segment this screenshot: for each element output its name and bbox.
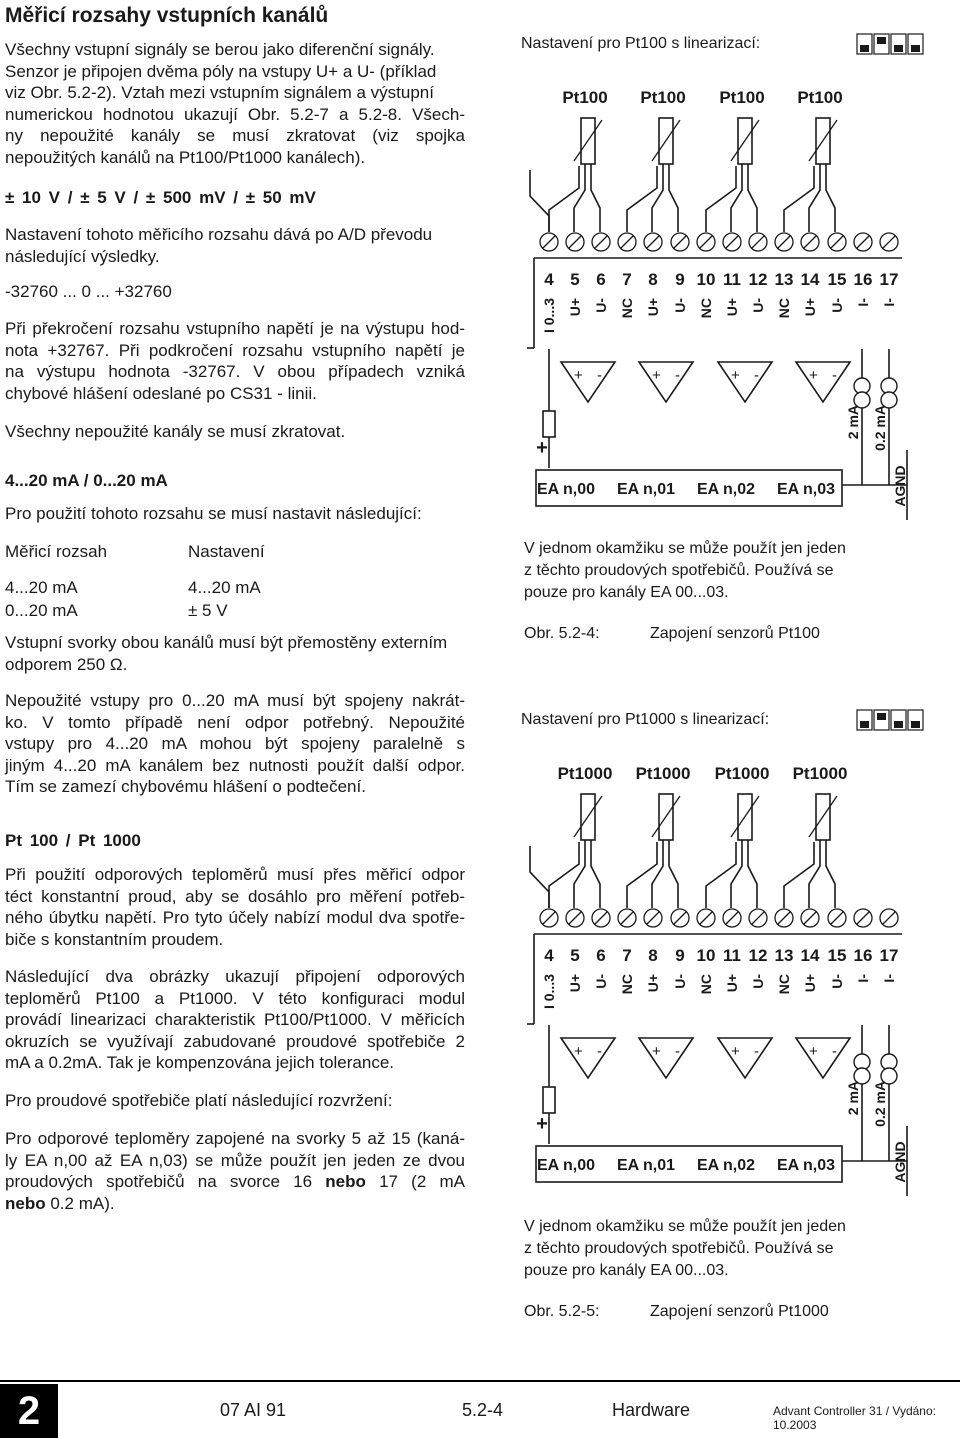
terminal-number: 6	[596, 946, 606, 965]
settings-table	[5, 540, 465, 622]
amplifier-minus: -	[597, 1043, 602, 1060]
pin-label: I-	[881, 974, 897, 983]
pin-label: U-	[672, 974, 688, 989]
current-paragraph-1: Pro použití tohoto rozsahu se musí nastavit následující:	[5, 504, 422, 523]
terminal-number: 8	[648, 946, 658, 965]
text-line: ného úbytku napětí. Pro tyto účely nabízí modul dva spotře-	[5, 908, 465, 927]
sensor-wire	[530, 170, 549, 232]
amplifier-plus: +	[574, 367, 583, 384]
wiring-diagram	[512, 696, 960, 1196]
pin-label: I-	[855, 974, 871, 983]
agnd-label: AGND	[892, 1141, 908, 1183]
text-line: biče s konstantním proudem.	[5, 929, 224, 949]
terminal-number: 17	[879, 946, 899, 965]
terminal-number: 7	[622, 946, 632, 965]
pin-label: U+	[567, 974, 583, 993]
sensor-label: Pt100	[640, 88, 686, 107]
text-line	[5, 1171, 465, 1193]
text-line: odporem 250 Ω.	[5, 654, 128, 674]
terminal-number: 16	[853, 946, 873, 965]
pin-label: U-	[593, 298, 609, 313]
current-paragraph-2	[5, 632, 465, 675]
dip-switch-knob	[894, 721, 903, 728]
amplifier-plus: +	[652, 1043, 661, 1060]
caption-line: V jednom okamžiku se může použít jen jeden	[524, 1218, 846, 1235]
dip-switch-knob	[911, 721, 920, 728]
terminal-number: 17	[879, 270, 899, 289]
text-line: téct konstantní proud, aby se dosáhlo pro měření potřeb-	[5, 886, 465, 906]
text-line: ly EA n,00 až EA n,03) se může použít jen jeden ze dvou	[5, 1150, 465, 1170]
sensor-label: Pt1000	[635, 764, 691, 783]
terminal-number: 15	[827, 270, 847, 289]
amplifier-triangle	[639, 362, 693, 402]
amplifier-minus: -	[675, 1043, 680, 1060]
pin-label: NC	[698, 298, 714, 319]
setting-label: Nastavení pro Pt1000 s linearizací:	[521, 711, 770, 728]
text-line: chybové hlášení odeslané po CS31 - linii.	[5, 383, 317, 403]
terminal-number: 9	[675, 270, 685, 289]
amplifier-plus: +	[652, 367, 661, 384]
channel-label: EA n,00	[536, 1157, 596, 1174]
text-line: mA a 0.2mA. Tak je kompenzována jejich tolerance.	[5, 1053, 395, 1072]
table-cell: 4...20 mA	[188, 578, 261, 597]
text-run: 0.2 mA).	[45, 1193, 115, 1213]
amplifier-triangle	[718, 1038, 772, 1078]
text-line: Nastavení tohoto měřicího rozsahu dává po A/D převodu	[5, 225, 433, 244]
voltage-paragraph-2	[5, 318, 465, 404]
chapter-badge	[0, 1384, 58, 1438]
current-source-02ma-label: 0.2 mA	[872, 405, 888, 451]
sensor-wire	[530, 846, 549, 908]
figure-title-5-2-4: Zapojení senzorů Pt100	[650, 625, 820, 642]
text-line: okruzích se využívají zabudované proudové spotřebiče 2	[5, 1031, 465, 1051]
channel-label: EA n,02	[696, 481, 756, 498]
text-line: na výstupu hodnota -32767. V obou případech vzniká	[5, 362, 465, 381]
terminal-number: 12	[748, 946, 768, 965]
amplifier-plus: +	[731, 1043, 740, 1060]
table-cell: 0...20 mA	[5, 601, 78, 620]
dip-switch-knob	[894, 45, 903, 52]
pin-label: NC	[619, 298, 635, 319]
terminal-number: 4	[544, 270, 554, 289]
plus-terminal-mark: +	[536, 1113, 548, 1135]
terminal-number: 15	[827, 946, 847, 965]
text-line: nota +32767. Při podkročení rozsahu vstupního napětí je	[5, 340, 465, 360]
channel-label: EA n,03	[776, 1157, 836, 1174]
pin-label: I 0...3	[541, 298, 557, 334]
pin-label: U-	[593, 974, 609, 989]
amplifier-triangle	[718, 362, 772, 402]
amplifier-triangle	[561, 362, 615, 402]
pin-label: NC	[619, 974, 635, 995]
terminal-number: 14	[800, 270, 820, 289]
sensor-wire	[748, 164, 757, 232]
sensor-label: Pt1000	[714, 764, 770, 783]
amplifier-plus: +	[574, 1043, 583, 1060]
text-line: Nepoužité vstupy pro 0...20 mA musí být spojeny nakrát-	[5, 691, 465, 710]
footer-module: 07 AI 91	[220, 1400, 287, 1420]
text-run: proudových spotřebičů na svorce 16	[5, 1172, 326, 1191]
amplifier-minus: -	[597, 367, 602, 384]
amplifier-plus: +	[809, 1043, 818, 1060]
amplifier-triangle	[796, 1038, 850, 1078]
terminal-number: 13	[774, 946, 794, 965]
pin-label: U+	[645, 298, 661, 317]
table-cell: 4...20 mA	[5, 578, 78, 597]
pin-label: U-	[750, 974, 766, 989]
current-paragraph-3	[5, 690, 465, 798]
caption-line: pouze pro kanály EA 00...03.	[524, 1262, 729, 1279]
pin-label: U+	[645, 974, 661, 993]
terminal-number: 7	[622, 270, 632, 289]
pin-label: U-	[829, 298, 845, 313]
text-line: Při použití odporových teploměrů musí přes měřicí odpor	[5, 865, 465, 884]
pin-label: U+	[724, 298, 740, 317]
caption-pt1000	[524, 1216, 954, 1282]
amplifier-triangle	[639, 1038, 693, 1078]
amplifier-minus: -	[832, 367, 837, 384]
sensor-label: Pt100	[719, 88, 765, 107]
diagram-pt100	[512, 20, 960, 520]
dip-switch-knob	[860, 45, 869, 52]
bold-run: nebo	[5, 1193, 46, 1213]
page-title: Měřicí rozsahy vstupních kanálů	[5, 4, 329, 27]
pin-label: NC	[776, 974, 792, 995]
caption-line: V jednom okamžiku se může použít jen jeden	[524, 540, 846, 557]
text-line	[5, 1193, 465, 1215]
text-line: viz Obr. 5.2-2). Vztah mezi vstupním signálem a výstupní	[5, 83, 434, 102]
pt-heading: Pt 100 / Pt 1000	[5, 831, 141, 850]
terminal-number: 10	[696, 946, 716, 965]
chapter-number: 2	[17, 1389, 41, 1433]
caption-line: z těchto proudových spotřebičů. Používá se	[524, 562, 834, 579]
voltage-heading: ± 10 V / ± 5 V / ± 500 mV / ± 50 mV	[5, 188, 316, 207]
pt-paragraph-2	[5, 966, 465, 1074]
figure-title-5-2-5: Zapojení senzorů Pt1000	[650, 1303, 829, 1320]
dip-switch-knob	[911, 45, 920, 52]
sensor-wire	[591, 840, 600, 908]
text-line: jiným 4...20 mA kanálem bez nutnosti použít další odpor.	[5, 755, 465, 775]
text-line: nepoužitých kanálů na Pt100/Pt1000 kanálech).	[5, 147, 366, 167]
bold-run: nebo	[325, 1172, 366, 1191]
text-line: Pro odporové teploměry zapojené na svorky 5 až 15 (kaná-	[5, 1129, 465, 1148]
pin-label: U-	[829, 974, 845, 989]
text-line: Při překročení rozsahu vstupního napětí je na výstupu hod-	[5, 319, 465, 338]
pin-label: NC	[698, 974, 714, 995]
text-line: Všechny vstupní signály se berou jako diferenční signály.	[5, 40, 435, 59]
table-col-range: Měřicí rozsah	[5, 542, 108, 561]
terminal-number: 10	[696, 270, 716, 289]
agnd-label: AGND	[892, 465, 908, 507]
current-source-02ma-label: 0.2 mA	[872, 1081, 888, 1127]
text-line: Senzor je připojen dvěma póly na vstupy U+ a U- (příklad	[5, 61, 437, 81]
footer-topic: Hardware	[612, 1400, 691, 1420]
sensor-label: Pt1000	[792, 764, 848, 783]
text-line: vstupy pro 4...20 mA mohou být spojeny paralelně s	[5, 734, 465, 753]
channel-label: EA n,01	[616, 481, 676, 498]
current-heading: 4...20 mA / 0...20 mA	[5, 471, 168, 490]
sensor-wire	[826, 840, 835, 908]
sensor-wire	[669, 840, 678, 908]
terminal-number: 14	[800, 946, 820, 965]
voltage-range: -32760 ... 0 ... +32760	[5, 282, 172, 301]
terminal-number: 12	[748, 270, 768, 289]
sensor-wire	[826, 164, 835, 232]
caption-line: pouze pro kanály EA 00...03.	[524, 584, 729, 601]
text-line: Vstupní svorky obou kanálů musí být přemostěny externím	[5, 633, 448, 652]
channel-label: EA n,01	[616, 1157, 676, 1174]
sensor-label: Pt100	[797, 88, 843, 107]
footer-rule	[0, 1380, 960, 1382]
terminal-number: 11	[723, 946, 741, 965]
pin-label: I-	[881, 298, 897, 307]
footer-edition: Advant Controller 31 / Vydáno: 10.2003	[773, 1404, 936, 1432]
pin-label: U-	[750, 298, 766, 313]
pin-label: U+	[724, 974, 740, 993]
text-line: ny nepoužité kanály se musí zkratovat (viz spojka	[5, 126, 465, 145]
amplifier-minus: -	[754, 367, 759, 384]
table-cell: ± 5 V	[188, 601, 228, 620]
amplifier-minus: -	[675, 367, 680, 384]
terminal-number: 6	[596, 270, 606, 289]
setting-label: Nastavení pro Pt100 s linearizací:	[521, 35, 761, 52]
amplifier-triangle	[796, 362, 850, 402]
table-row	[5, 599, 465, 622]
current-source-2ma-label: 2 mA	[845, 1081, 861, 1116]
pt-paragraph-4	[5, 1128, 465, 1214]
amplifier-plus: +	[731, 367, 740, 384]
terminal-number: 4	[544, 946, 554, 965]
sensor-label: Pt1000	[557, 764, 613, 783]
pin-label: I-	[855, 298, 871, 307]
amplifier-triangle	[561, 1038, 615, 1078]
channel-label: EA n,00	[536, 481, 596, 498]
diagram-pt1000	[512, 696, 960, 1196]
terminal-number: 11	[723, 270, 741, 289]
pin-label: U-	[672, 298, 688, 313]
text-line: Tím se zamezí chybovému hlášení o podtečení.	[5, 777, 366, 796]
amplifier-plus: +	[809, 367, 818, 384]
table-row	[5, 576, 465, 599]
input-resistor	[543, 411, 555, 437]
text-line: numerickou hodnotou ukazují Obr. 5.2-7 a 5.2-8. Všech-	[5, 104, 465, 124]
text-line: ko. V tomto případě není odpor potřebný. Nepoužité	[5, 712, 465, 732]
terminal-number: 5	[570, 946, 580, 965]
pin-label: NC	[776, 298, 792, 319]
channel-label: EA n,03	[776, 481, 836, 498]
table-header	[5, 540, 465, 576]
footer-section: 5.2-4	[462, 1400, 504, 1420]
table-col-setting: Nastavení	[188, 542, 265, 561]
pin-label: I 0...3	[541, 974, 557, 1010]
text-line: provádí linearizaci charakteristik Pt100/Pt1000. V měřicích	[5, 1010, 465, 1029]
sensor-label: Pt100	[562, 88, 608, 107]
terminal-number: 8	[648, 270, 658, 289]
voltage-paragraph-3: Všechny nepoužité kanály se musí zkratovat.	[5, 422, 346, 441]
amplifier-minus: -	[832, 1043, 837, 1060]
terminal-number: 5	[570, 270, 580, 289]
text-run: 17 (2 mA	[365, 1172, 466, 1191]
input-resistor	[543, 1087, 555, 1113]
sensor-wire	[591, 164, 600, 232]
terminal-number: 16	[853, 270, 873, 289]
pin-label: U+	[567, 298, 583, 317]
plus-terminal-mark: +	[536, 437, 548, 459]
current-source-2ma-label: 2 mA	[845, 405, 861, 440]
text-line: následující výsledky.	[5, 246, 160, 266]
amplifier-minus: -	[754, 1043, 759, 1060]
pin-label: U+	[802, 298, 818, 317]
figure-number-5-2-4: Obr. 5.2-4:	[524, 625, 600, 642]
pin-label: U+	[802, 974, 818, 993]
caption-pt100	[524, 538, 954, 604]
intro-paragraph	[5, 39, 465, 168]
text-line: Následující dva obrázky ukazují připojení odporových	[5, 967, 465, 986]
sensor-wire	[669, 164, 678, 232]
pt-paragraph-3: Pro proudové spotřebiče platí následující rozvržení:	[5, 1091, 393, 1110]
terminal-number: 13	[774, 270, 794, 289]
pt-paragraph-1	[5, 864, 465, 950]
channel-label: EA n,02	[696, 1157, 756, 1174]
terminal-number: 9	[675, 946, 685, 965]
dip-switch-knob	[877, 37, 886, 44]
sensor-wire	[748, 840, 757, 908]
wiring-diagram	[512, 20, 960, 520]
figure-number-5-2-5: Obr. 5.2-5:	[524, 1303, 600, 1320]
dip-switch-knob	[860, 721, 869, 728]
voltage-paragraph-1	[5, 224, 465, 267]
dip-switch-knob	[877, 713, 886, 720]
text-line: teploměrů Pt100 a Pt1000. V této konfiguraci modul	[5, 988, 465, 1008]
caption-line: z těchto proudových spotřebičů. Používá se	[524, 1240, 834, 1257]
